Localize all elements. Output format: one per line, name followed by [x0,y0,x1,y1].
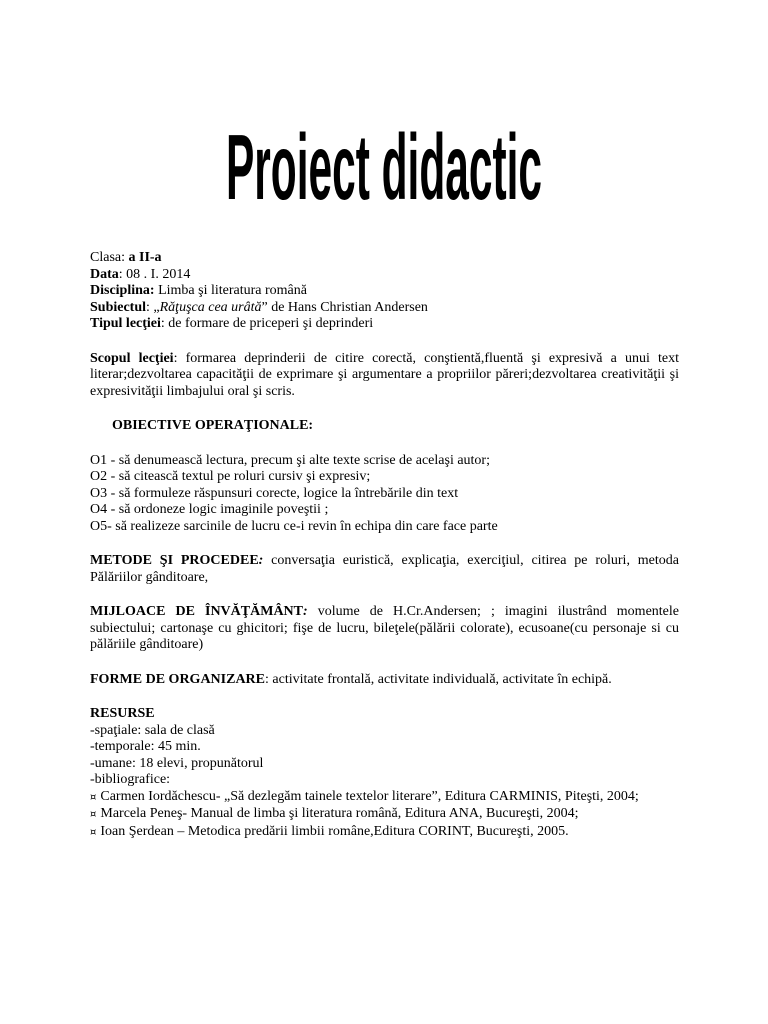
objective-item: O5- să realizeze sarcinile de lucru ce-i revin în echipa din care face parte [90,518,498,534]
scop-paragraph: Scopul lecţiei: formarea deprinderii de citire corectă, conştientă,fluentă şi expresivă a unui text literar;dezvoltarea capacităţii de exprimare şi argumentare a propriilor păreri;dezvoltarea creativităţii şi expresivităţii limbajului oral şi scris. [90,350,679,399]
bibliography-item: ¤ Carmen Iordăchescu- „Să dezlegăm tainele textelor literare”, Editura CARMINIS, Piteşti, 2004; [90,788,639,804]
disciplina-line: Disciplina: Limba şi literatura română [90,283,307,298]
bibliography-item: ¤ Ioan Şerdean – Metodica predării limbii române,Editura CORINT, Bucureşti, 2005. [90,823,569,839]
objective-item: O3 - să formuleze răspunsuri corecte, logice la întrebările din text [90,485,459,501]
disciplina-value: Limba şi literatura română [154,283,307,298]
forme-line: FORME DE ORGANIZARE: activitate frontală, activitate individuală, activitate în echipă. [90,671,612,687]
tip-lectie-line: Tipul lecţiei: de formare de priceperi şi deprinderi [90,316,374,331]
subiect-line: Subiectul: „Răţuşca cea urâtă” de Hans Christian Andersen [90,299,428,315]
data-value: : 08 . I. 2014 [118,266,191,282]
bibliography-item: ¤ Marcela Peneş- Manual de limba şi literatura română, Editura ANA, Bucureşti, 2004; [90,806,579,821]
data-line: Data: 08 . I. 2014 [90,266,191,282]
resurse-line: -bibliografice: [90,772,171,787]
bullet-icon: ¤ [90,826,97,838]
mijloace-paragraph: MIJLOACE DE ÎNVĂŢĂMÂNT: volume de H.Cr.Andersen; ; imagini ilustrând momentele subiectului; cartonaşe cu ghicitori; fişe de lucru, bileţele(pălării colorate), ecusoane(cu personaje si cu pălăriile gânditoare) [90,604,679,652]
objectives-list [90,453,679,536]
document-body [90,250,679,841]
resurse-heading: RESURSE [90,706,155,721]
clasa-line: Clasa: a II-a [90,250,162,265]
metode-paragraph: METODE ŞI PROCEDEE: conversaţia euristică, explicaţia, exerciţiul, citirea pe roluri, metoda Pălăriilor gânditoare, [90,553,679,585]
clasa-value: a II-a [128,250,162,265]
resurse-line: -temporale: 45 min. [90,739,201,754]
story-title: Răţuşca cea urâtă [159,299,262,315]
bullet-icon: ¤ [90,809,97,820]
title-wordart [214,114,554,228]
objective-item: O1 - să denumească lectura, precum şi alte texte scrise de acelaşi autor; [90,452,490,468]
objective-item: O4 - să ordoneze logic imaginile poveştii ; [90,502,329,517]
objectives-heading: OBIECTIVE OPERAŢIONALE: [112,418,314,433]
resurse-line: -umane: 18 elevi, propunătorul [90,755,264,771]
resurse-line: -spaţiale: sala de clasă [90,722,215,738]
document-title: Proiect didactic [225,114,542,220]
bullet-icon: ¤ [90,791,97,803]
objective-item: O2 - să citească textul pe roluri cursiv şi expresiv; [90,469,371,484]
title-block [0,114,768,228]
